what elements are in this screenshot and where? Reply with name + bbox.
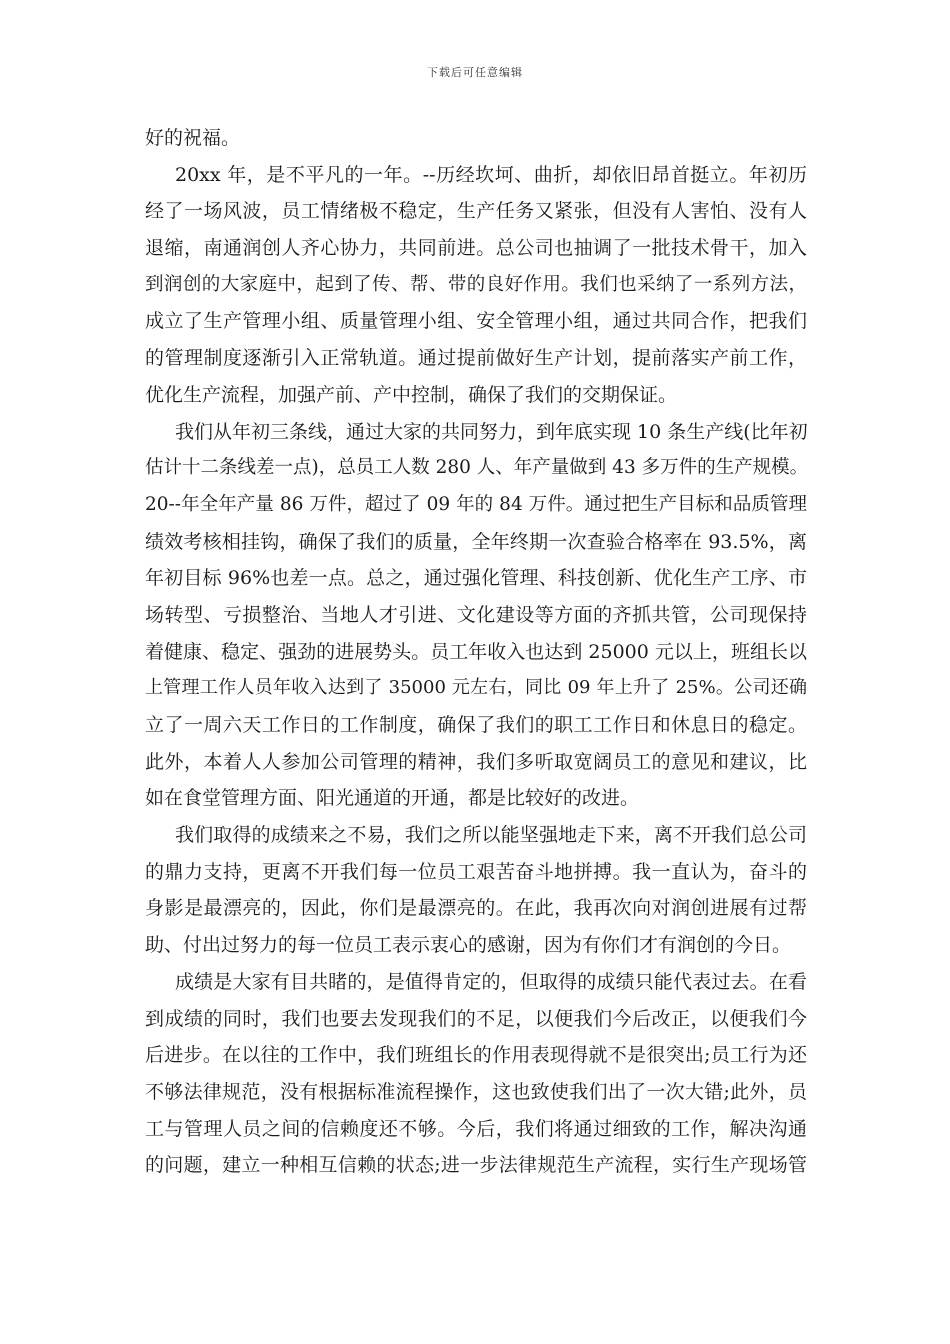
text-line: 工与管理人员之间的信赖度还不够。今后，我们将通过细致的工作，解决沟通 (145, 1117, 807, 1140)
text-line: 如在食堂管理方面、阳光通道的开通，都是比较好的改进。 (145, 787, 640, 810)
text-line: 退缩，南通润创人齐心协力，共同前进。总公司也抽调了一批技术骨干，加入 (145, 237, 807, 260)
text-line: 的管理制度逐渐引入正常轨道。通过提前做好生产计划，提前落实产前工作， (145, 347, 807, 370)
text-line: 到润创的大家庭中，起到了传、帮、带的良好作用。我们也采纳了一系列方法， (145, 273, 807, 295)
text-line: 成立了生产管理小组、质量管理小组、安全管理小组，通过共同合作，把我们 (145, 310, 807, 333)
page-header: 下载后可任意编辑 (427, 66, 523, 79)
text-line: 身影是最漂亮的，因此，你们是最漂亮的。在此，我再次向对润创进展有过帮 (145, 897, 807, 920)
text-line: 着健康、稳定、强劲的进展势头。员工年收入也达到 25000 元以上，班组长以 (145, 640, 807, 663)
text-line: 我们从年初三条线，通过大家的共同努力，到年底实现 10 条生产线(比年初 (175, 420, 808, 443)
text-line: 经了一场风波，员工情绪极不稳定，生产任务又紧张，但没有人害怕、没有人 (145, 200, 807, 223)
text-line: 不够法律规范，没有根据标准流程操作，这也致使我们出了一次大错;此外，员 (145, 1080, 807, 1103)
text-line: 估计十二条线差一点)，总员工人数 280 人、年产量做到 43 多万件的生产规模。 (145, 457, 809, 479)
text-line: 20xx 年，是不平凡的一年。--历经坎坷、曲折，却依旧昂首挺立。年初历 (175, 163, 807, 186)
text-line: 场转型、亏损整治、当地人才引进、文化建设等方面的齐抓共管，公司现保持 (145, 603, 807, 626)
document-body (145, 120, 807, 1184)
text-line: 助、付出过努力的每一位员工表示衷心的感谢，因为有你们才有润创的今日。 (145, 934, 792, 957)
text-line: 到成绩的同时，我们也要去发现我们的不足，以便我们今后改正，以便我们今 (145, 1007, 807, 1030)
text-line: 年初目标 96%也差一点。总之，通过强化管理、科技创新、优化生产工序、市 (145, 567, 807, 590)
text-line: 20--年全年产量 86 万件，超过了 09 年的 84 万件。通过把生产目标和品质管理 (145, 493, 807, 515)
text-line: 成绩是大家有目共睹的，是值得肯定的，但取得的成绩只能代表过去。在看 (175, 970, 807, 993)
text-line: 好的祝福。 (145, 127, 241, 149)
text-line: 我们取得的成绩来之不易，我们之所以能坚强地走下来，离不开我们总公司 (175, 824, 807, 847)
text-line: 此外，本着人人参加公司管理的精神，我们多听取宽阔员工的意见和建议，比 (145, 750, 807, 773)
text-line: 上管理工作人员年收入达到了 35000 元左右，同比 09 年上升了 25%。公司还确 (145, 677, 807, 699)
text-line: 的问题，建立一种相互信赖的状态;进一步法律规范生产流程，实行生产现场管 (145, 1154, 807, 1177)
text-line: 绩效考核相挂钩，确保了我们的质量，全年终期一次查验合格率在 93.5%，离 (145, 530, 807, 553)
text-line: 后进步。在以往的工作中，我们班组长的作用表现得就不是很突出;员工行为还 (145, 1044, 807, 1067)
text-line: 优化生产流程，加强产前、产中控制，确保了我们的交期保证。 (145, 383, 678, 406)
text-line: 立了一周六天工作日的工作制度，确保了我们的职工工作日和休息日的稳定。 (145, 714, 807, 736)
text-line: 的鼎力支持，更离不开我们每一位员工艰苦奋斗地拼搏。我一直认为，奋斗的 (145, 860, 807, 883)
